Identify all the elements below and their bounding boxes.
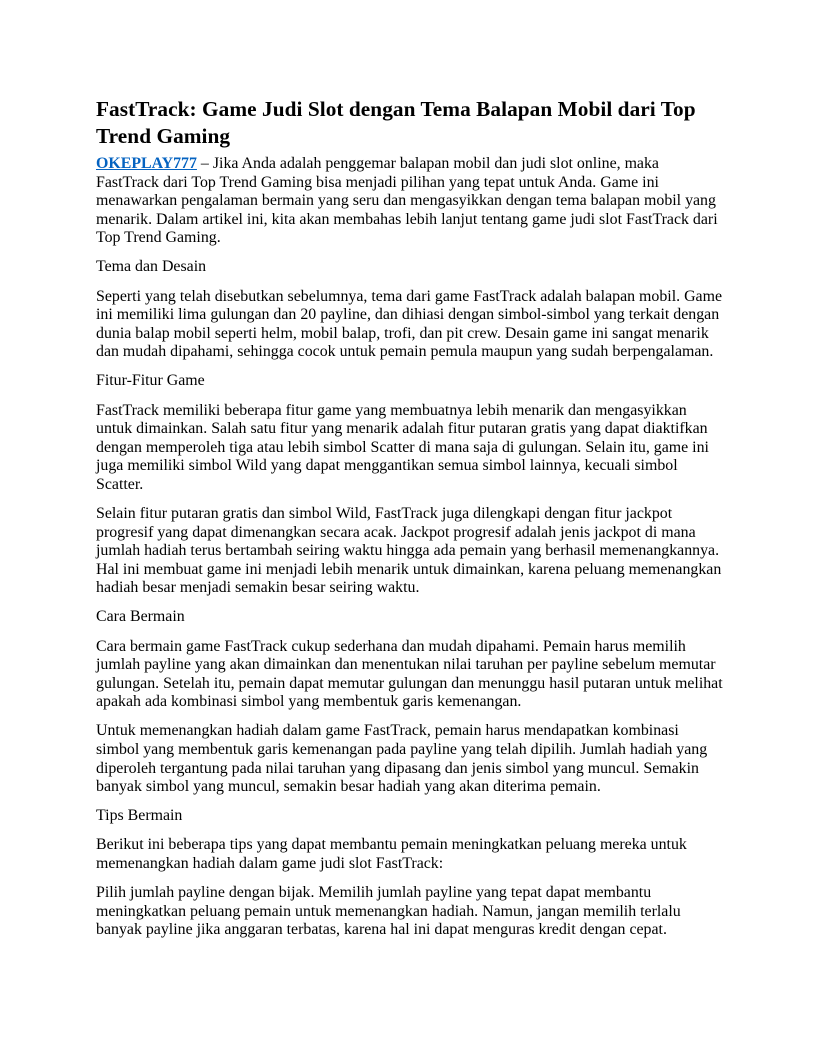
paragraph-tips-1: Berikut ini beberapa tips yang dapat membantu pemain meningkatkan peluang mereka untuk memenangkan hadiah dalam game judi slot FastTrack: xyxy=(96,836,687,872)
paragraph-tips-2: Pilih jumlah payline dengan bijak. Memilih jumlah payline yang tepat dapat membantu meningkatkan peluang pemain untuk memenangkan hadiah. Namun, jangan memilih terlalu banyak payline jika anggaran terbatas, karena hal ini dapat menguras kredit dengan cepat. xyxy=(96,884,681,939)
okeplay777-link[interactable]: OKEPLAY777 xyxy=(96,155,197,172)
article-title: FastTrack: Game Judi Slot dengan Tema Balapan Mobil dari Top Trend Gaming xyxy=(96,97,696,148)
paragraph-fitur-1: FastTrack memiliki beberapa fitur game yang membuatnya lebih menarik dan mengasyikkan untuk dimainkan. Salah satu fitur yang menarik adalah fitur putaran gratis yang dapat diaktifkan dengan memperoleh tiga atau lebih simbol Scatter di mana saja di gulungan. Selain itu, game ini juga memiliki simbol Wild yang dapat menggantikan semua simbol lainnya, kecuali simbol Scatter. xyxy=(96,401,709,493)
paragraph-cara-2: Untuk memenangkan hadiah dalam game FastTrack, pemain harus mendapatkan kombinasi simbol yang membentuk garis kemenangan pada payline yang telah dipilih. Jumlah hadiah yang diperoleh tergantung pada nilai taruhan yang dipasang dan jenis simbol yang muncul. Semakin banyak simbol yang muncul, semakin besar hadiah yang akan diterima pemain. xyxy=(96,722,708,796)
section-heading-tips: Tips Bermain xyxy=(96,807,183,825)
section-heading-fitur: Fitur-Fitur Game xyxy=(96,372,205,390)
section-heading-tema: Tema dan Desain xyxy=(96,258,207,276)
paragraph-tema: Seperti yang telah disebutkan sebelumnya, tema dari game FastTrack adalah balapan mobil. Game ini memiliki lima gulungan dan 20 payline, dan dihiasi dengan simbol-simbol yang terkait dengan dunia balap mobil seperti helm, mobil balap, trofi, dan pit crew. Desain game ini sangat menarik dan mudah dipahami, sehingga cocok untuk pemain pemula maupun yang sudah berpengalaman. xyxy=(96,287,723,361)
paragraph-fitur-2: Selain fitur putaran gratis dan simbol Wild, FastTrack juga dilengkapi dengan fitur jackpot progresif yang dapat dimenangkan secara acak. Jackpot progresif adalah jenis jackpot di mana jumlah hadiah terus bertambah seiring waktu hingga ada pemain yang berhasil memenangkannya. Hal ini membuat game ini menjadi lebih menarik untuk dimainkan, karena peluang memenangkan hadiah besar menjadi semakin besar seiring waktu. xyxy=(96,505,722,597)
section-heading-cara: Cara Bermain xyxy=(96,608,185,626)
paragraph-cara-1: Cara bermain game FastTrack cukup sederhana dan mudah dipahami. Pemain harus memilih jumlah payline yang akan dimainkan dan menentukan nilai taruhan per payline sebelum memutar gulungan. Setelah itu, pemain dapat memutar gulungan dan menunggu hasil putaran untuk melihat apakah ada kombinasi simbol yang membentuk garis kemenangan. xyxy=(96,637,723,711)
document-page xyxy=(96,96,724,950)
intro-paragraph xyxy=(96,155,724,248)
intro-text: – Jika Anda adalah penggemar balapan mobil dan judi slot online, maka FastTrack dari Top Trend Gaming bisa menjadi pilihan yang tepat untuk Anda. Game ini menawarkan pengalaman bermain yang seru dan mengasyikkan dengan tema balapan mobil yang menarik. Dalam artikel ini, kita akan membahas lebih lanjut tentang game judi slot FastTrack dari Top Trend Gaming. xyxy=(96,155,718,247)
